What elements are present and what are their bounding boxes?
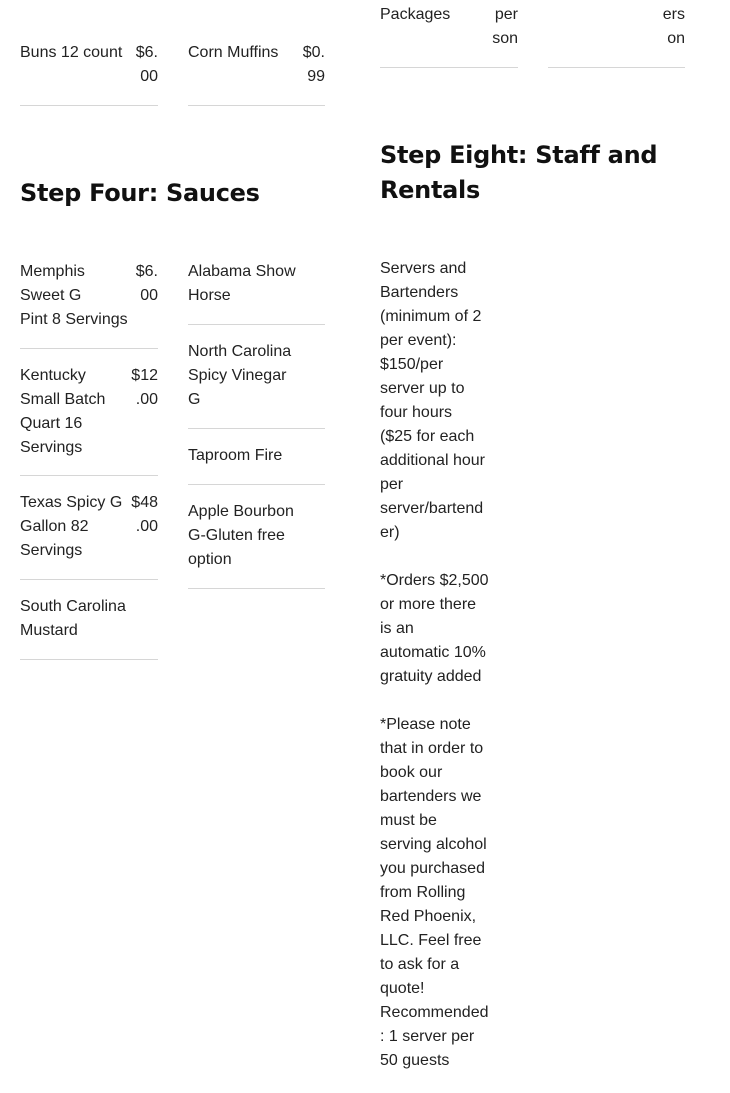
menu-item-name: Texas Spicy G Gallon 82 Servings bbox=[20, 494, 123, 559]
sauces-column-2 bbox=[188, 260, 325, 589]
menu-item-price: $6. 00 bbox=[135, 44, 158, 85]
menu-item bbox=[188, 260, 325, 325]
menu-item bbox=[188, 429, 325, 485]
menu-item bbox=[548, 3, 685, 68]
staff-paragraph-note: *Please note that in order to book our bartenders we must be serving alcohol you purchased from Rolling Red Phoenix, LLC. Feel free to ask for a quote! Recommended : 1 server per 50 guests bbox=[380, 716, 489, 1069]
menu-item bbox=[188, 325, 325, 429]
menu-item-name: North Carolina Spicy Vinegar G bbox=[188, 343, 292, 408]
menu-item bbox=[20, 260, 158, 349]
menu-item-name: Memphis Sweet G Pint 8 Servings bbox=[20, 263, 128, 328]
menu-item bbox=[188, 41, 325, 106]
menu-item-price: $12 .00 bbox=[131, 367, 158, 408]
menu-item-name: South Carolina Mustard bbox=[20, 598, 126, 639]
sauces-column-1 bbox=[20, 260, 158, 660]
menu-item bbox=[20, 41, 158, 106]
section-heading-sauces: Step Four: Sauces bbox=[20, 179, 260, 207]
menu-item bbox=[380, 3, 518, 68]
staff-paragraph-gratuity: *Orders $2,500 or more there is an automatic 10% gratuity added bbox=[380, 572, 489, 685]
menu-item-price: per son bbox=[492, 6, 518, 47]
menu-item-name: Taproom Fire bbox=[188, 447, 283, 464]
menu-column-breads bbox=[20, 41, 158, 106]
menu-item-name: Corn Muffins bbox=[188, 44, 279, 61]
menu-item-price: $0. 99 bbox=[302, 44, 325, 85]
menu-item bbox=[20, 580, 158, 660]
menu-item bbox=[20, 476, 158, 580]
menu-item-price: $6. 00 bbox=[135, 263, 158, 304]
section-heading-staff: Step Eight: Staff and Rentals bbox=[380, 141, 658, 204]
menu-item-name: Buns 12 count bbox=[20, 44, 123, 61]
staff-paragraph-servers: Servers and Bartenders (minimum of 2 per event): $150/per server up to four hours ($25 for each additional hour per server/bartend er) bbox=[380, 260, 485, 541]
menu-item-name: Alabama Show Horse bbox=[188, 263, 296, 304]
menu-column-packages bbox=[380, 3, 518, 68]
menu-item-price: $48 .00 bbox=[131, 494, 158, 535]
menu-item bbox=[188, 485, 325, 589]
menu-item-name: Apple Bourbon G-Gluten free option bbox=[188, 503, 294, 568]
menu-item-price: ers on bbox=[662, 6, 685, 47]
menu-item-name: Kentucky Small Batch Quart 16 Servings bbox=[20, 367, 106, 456]
menu-item bbox=[20, 349, 158, 476]
menu-item-name: Packages bbox=[380, 6, 451, 23]
menu-column-breads-2 bbox=[188, 41, 325, 106]
menu-column-packages-2 bbox=[548, 3, 685, 68]
